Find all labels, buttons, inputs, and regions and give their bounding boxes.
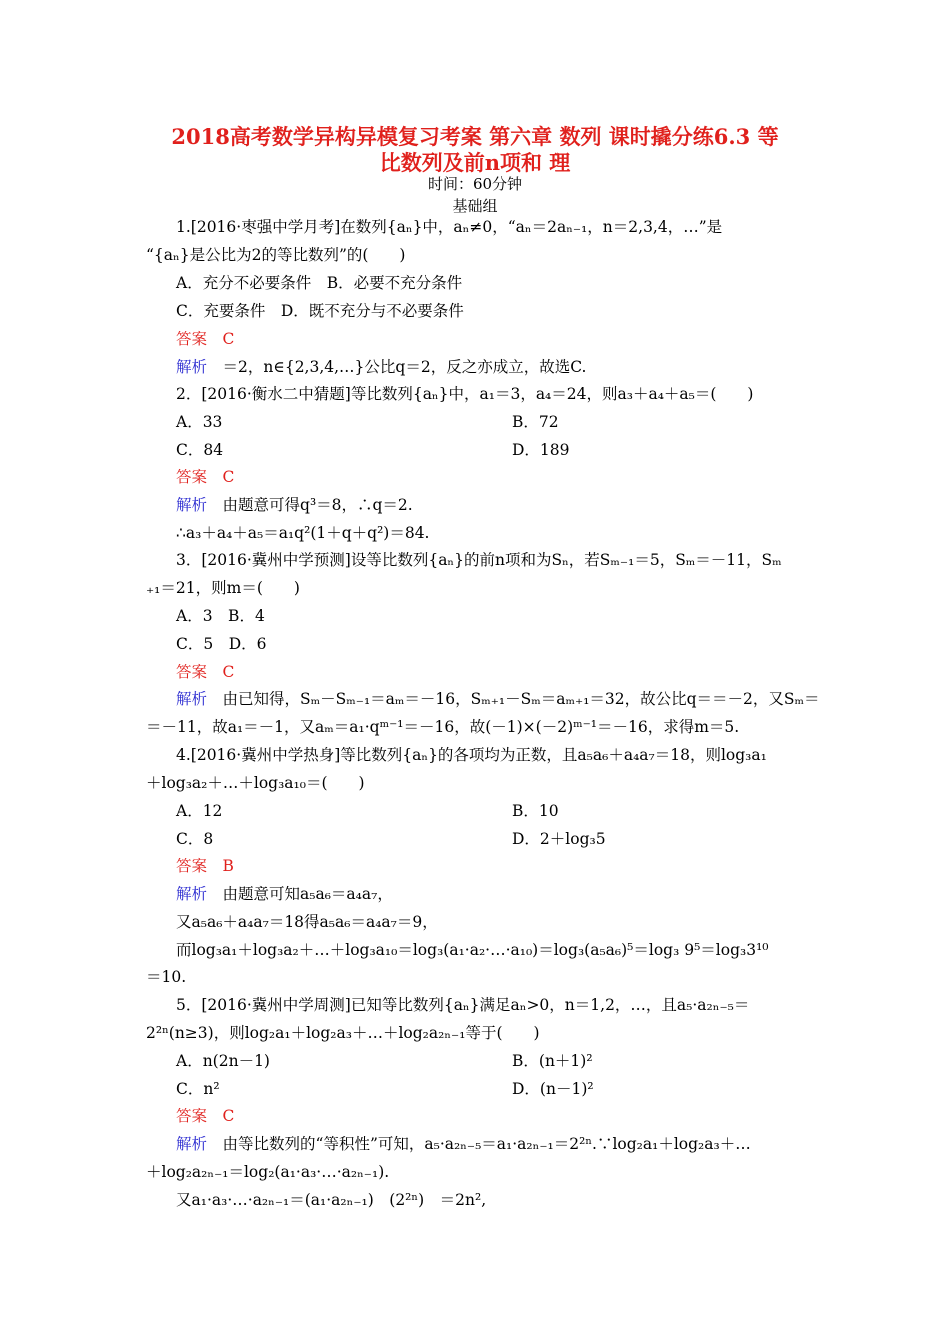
q4-answer: 答案 B xyxy=(176,857,234,875)
title-line-1: 2018高考数学异构异模复习考案 第六章 数列 课时撬分练6.3 等 xyxy=(171,124,779,149)
q4-option-b: B．10 xyxy=(512,802,559,820)
q5-option-c: C．n² xyxy=(176,1080,220,1098)
q1-explanation xyxy=(176,357,586,377)
time-label: 时间：60分钟 xyxy=(427,175,523,193)
q1-options-ab: A．充分不必要条件 B．必要不充分条件 xyxy=(176,274,463,292)
q3-stem-line1: 3．[2016·冀州中学预测]设等比数列{aₙ}的前n项和为Sₙ，若Sₘ₋₁＝5，Sₘ＝－11，Sₘ xyxy=(176,551,782,569)
explanation-text: 由题意可得q³＝8，∴q＝2. xyxy=(207,496,413,514)
document-title xyxy=(120,124,830,176)
explanation-text: 由等比数列的“等积性”可知，a₅·a₂ₙ₋₅＝a₁·a₂ₙ₋₁＝2²ⁿ.∵log₂a₁＋log₂a₃＋… xyxy=(207,1135,751,1153)
q4-option-d: D．2＋log₃5 xyxy=(512,830,606,848)
q4-explanation-line2: 又a₅a₆＋a₄a₇＝18得a₅a₆＝a₄a₇＝9， xyxy=(176,913,438,931)
q3-explanation-line2: ＝－11，故a₁＝－1，又aₘ＝a₁·qᵐ⁻¹＝－16，故(－1)×(－2)ᵐ⁻¹＝－16，求得m＝5. xyxy=(146,718,740,736)
explanation-text: 由已知得，Sₘ－Sₘ₋₁＝aₘ＝－16，Sₘ₊₁－Sₘ＝aₘ₊₁＝32，故公比q＝＝－2，又Sₘ＝ xyxy=(207,690,820,708)
q1-answer: 答案 C xyxy=(176,330,235,348)
q5-stem-line2: 2²ⁿ(n≥3)，则log₂a₁＋log₂a₃＋…＋log₂a₂ₙ₋₁等于( ) xyxy=(146,1024,540,1042)
q5-option-a: A．n(2n－1) xyxy=(176,1052,270,1070)
title-line-2: 比数列及前n项和 理 xyxy=(379,150,571,175)
q4-option-c: C．8 xyxy=(176,830,214,848)
explanation-text: ＝2，n∈{2,3,4,…}公比q＝2，反之亦成立，故选C. xyxy=(207,358,587,376)
q2-option-c: C．84 xyxy=(176,441,224,459)
q1-options-cd: C．充要条件 D．既不充分与不必要条件 xyxy=(176,302,464,320)
explanation-label: 解析 xyxy=(176,496,208,514)
q5-option-d: D．(n－1)² xyxy=(512,1080,594,1098)
q5-stem-line1: 5．[2016·冀州中学周测]已知等比数列{aₙ}满足aₙ>0，n＝1,2，…，且a₅·a₂ₙ₋₅＝ xyxy=(176,996,750,1014)
q5-explanation-line2: ＋log₂a₂ₙ₋₁＝log₂(a₁·a₃·…·a₂ₙ₋₁). xyxy=(146,1163,390,1181)
q2-stem: 2．[2016·衡水二中猜题]等比数列{aₙ}中，a₁＝3，a₄＝24，则a₃＋a₄＋a₅＝( ) xyxy=(176,385,754,403)
q4-option-a: A．12 xyxy=(176,802,223,820)
explanation-label: 解析 xyxy=(176,1135,208,1153)
q4-explanation-line3: 而log₃a₁＋log₃a₂＋…＋log₃a₁₀＝log₃(a₁·a₂·…·a₁₀)＝log₃(a₅a₆)⁵＝log₃ 9⁵＝log₃3¹⁰ xyxy=(176,941,769,959)
explanation-label: 解析 xyxy=(176,690,208,708)
q1-stem-line1: 1.[2016·枣强中学月考]在数列{aₙ}中，aₙ≠0，“aₙ＝2aₙ₋₁，n＝2,3,4，…”是 xyxy=(176,218,723,236)
q4-explanation xyxy=(176,884,393,904)
q5-option-b: B．(n＋1)² xyxy=(512,1052,593,1070)
q2-explanation-line2: ∴a₃＋a₄＋a₅＝a₁q²(1＋q＋q²)＝84. xyxy=(176,524,430,542)
q3-explanation xyxy=(176,689,820,709)
section-label: 基础组 xyxy=(452,197,498,215)
q3-options-cd: C．5 D．6 xyxy=(176,635,267,653)
q5-explanation-line3: 又a₁·a₃·…·a₂ₙ₋₁＝(a₁·a₂ₙ₋₁) (2²ⁿ) ＝2n², xyxy=(176,1191,487,1209)
q3-stem-line2: ₊₁＝21，则m＝( ) xyxy=(146,579,300,597)
q1-stem-line2: “{aₙ}是公比为2的等比数列”的( ) xyxy=(146,246,406,264)
q2-option-b: B．72 xyxy=(512,413,559,431)
q4-stem-line1: 4.[2016·冀州中学热身]等比数列{aₙ}的各项均为正数，且a₅a₆＋a₄a₇＝18，则log₃a₁ xyxy=(176,746,767,764)
q2-option-d: D．189 xyxy=(512,441,570,459)
q4-explanation-line4: ＝10. xyxy=(146,968,187,986)
q4-stem-line2: ＋log₃a₂＋…＋log₃a₁₀＝( ) xyxy=(146,774,365,792)
explanation-text: 由题意可知a₅a₆＝a₄a₇， xyxy=(207,885,393,903)
q2-answer: 答案 C xyxy=(176,468,235,486)
q2-explanation xyxy=(176,495,413,515)
q2-option-a: A．33 xyxy=(176,413,223,431)
explanation-label: 解析 xyxy=(176,885,208,903)
explanation-label: 解析 xyxy=(176,358,208,376)
q5-explanation xyxy=(176,1134,751,1154)
q5-answer: 答案 C xyxy=(176,1107,235,1125)
q3-answer: 答案 C xyxy=(176,663,235,681)
q3-options-ab: A．3 B．4 xyxy=(176,607,265,625)
